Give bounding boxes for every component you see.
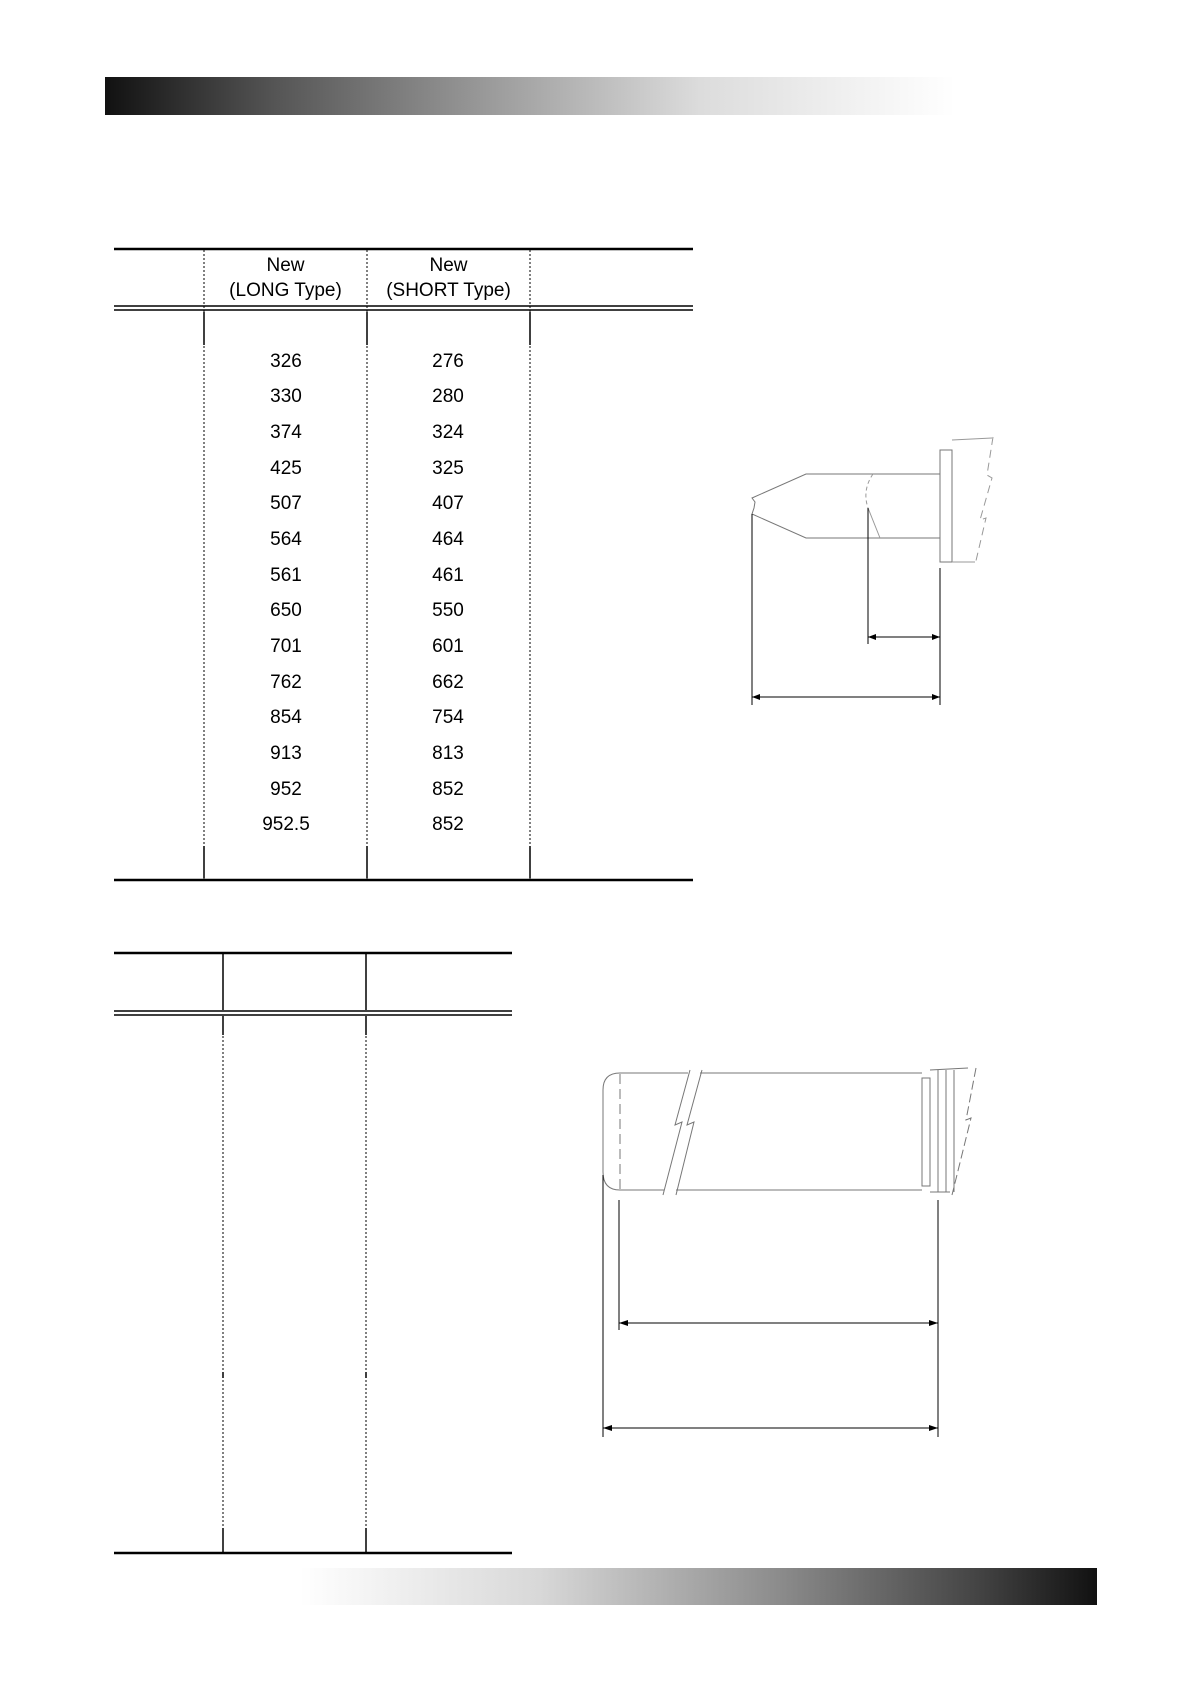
table-1-cell-short: 276 [432,351,464,372]
table-1-cell-long: 650 [270,600,302,621]
table-1-cell-long: 507 [270,493,302,514]
table-1-header-short: New (SHORT Type) [386,255,511,301]
table-1-cell-long: 326 [270,351,302,372]
table-1-cell-short: 601 [432,636,464,657]
table-1-cell-short: 461 [432,565,464,586]
table-1-cell-long: 952 [270,779,302,800]
table-1-cell-short: 325 [432,458,464,479]
table-1-cell-long: 564 [270,529,302,550]
table-1-header-long: New (LONG Type) [229,255,342,301]
table-1-cell-short: 852 [432,779,464,800]
table-1-cell-long: 425 [270,458,302,479]
table-1-cell-short: 754 [432,707,464,728]
table-1-cell-long: 762 [270,672,302,693]
table-1-cell-long: 561 [270,565,302,586]
table-1-cell-short: 407 [432,493,464,514]
table-1-cell-long: 854 [270,707,302,728]
table-1-cell-long: 374 [270,422,302,443]
table-1-cell-long: 701 [270,636,302,657]
table-1-cell-short: 662 [432,672,464,693]
table-1-cell-short: 852 [432,814,464,835]
table-1-cell-short: 324 [432,422,464,443]
table-1-cell-long: 952.5 [262,814,310,835]
table-1-cell-long: 330 [270,386,302,407]
table-1-cell-long: 913 [270,743,302,764]
table-1-cell-short: 464 [432,529,464,550]
table-1-cell-short: 550 [432,600,464,621]
table-1-cell-short: 813 [432,743,464,764]
table-1-cell-short: 280 [432,386,464,407]
